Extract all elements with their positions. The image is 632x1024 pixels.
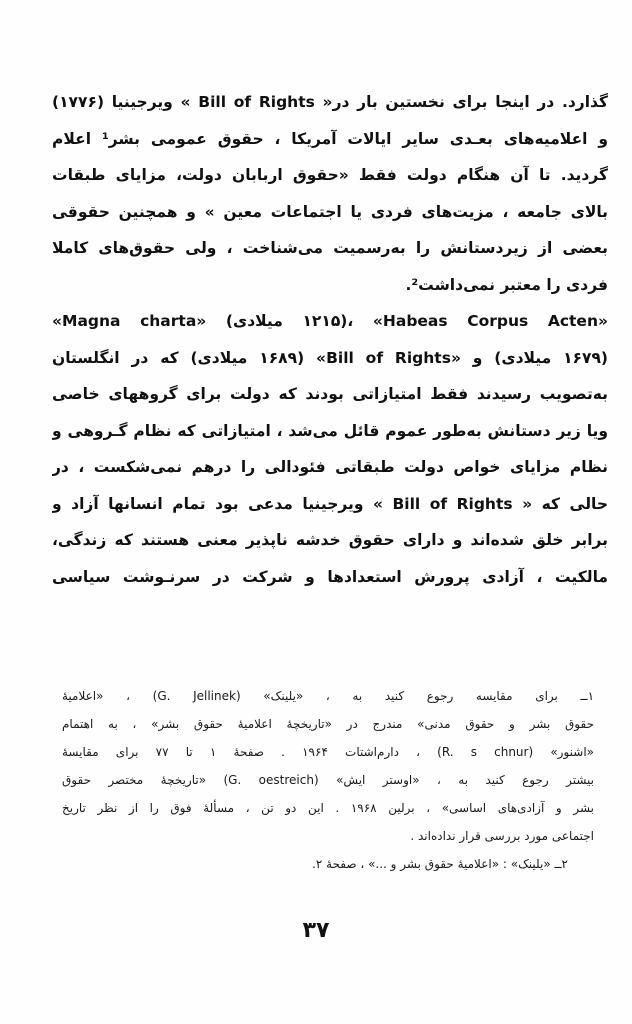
footnote-line: «اشنور» (R. s chnur) ، دارم‌اشتات ۱۹۶۴ . صفحهٔ ۱ تا ۷۷ برای مقایسهٔ xyxy=(62,745,594,759)
body-line: گذارد. در اینجا برای نخستین بار در« Bill of Rights » ویرجینیا (۱۷۷۶) xyxy=(52,93,608,111)
page-number: ۳۷ xyxy=(302,918,330,943)
body-line: مالکیت ، آزادی پرورش استعدادها و شرکت در سرنـوشت سیاسی xyxy=(52,567,608,586)
body-line: برابر خلق شده‌اند و دارای حقوق خدشه ناپذیر معنی هستند که زندگی، xyxy=(52,531,608,549)
body-line: گردید. تا آن هنگام دولت فقط «حقوق اربابان دولت، مزایای طبقات xyxy=(52,166,608,184)
body-line: بالای جامعه ، مزیت‌های فردی یا اجتماعات معین » و همچنین حقوقی xyxy=(52,202,608,221)
body-text xyxy=(52,84,608,595)
body-line: ویا زیر دستانش به‌طور عموم قائل می‌شد ، امتیازاتی که نظام گـروهی و xyxy=(52,421,608,440)
footnote-line: بشر و آزادی‌های اساسی» ، برلین ۱۹۶۸ . این دو تن ، مسألهٔ فوق را از نظر تاریخ xyxy=(62,801,594,815)
footnote-line: ۱ــ برای مقایسه رجوع کنید به ، «یلینک» (G. Jellinek) ، «اعلامیهٔ xyxy=(62,689,594,703)
body-line: فردی را معتبر نمی‌داشت². xyxy=(405,275,608,294)
footnote-line: حقوق بشر و حقوق مدنی» مندرج در «تاریخچهٔ اعلامیهٔ حقوق بشر» ، به اهتمام xyxy=(62,717,594,731)
body-line: نظام مزایای خواص دولت طبقاتی فئودالی را درهم نمی‌شکست ، در xyxy=(52,458,608,476)
body-line: به‌تصویب رسیدند فقط امتیازاتی بودند که دولت برای گروههای خاصی xyxy=(52,385,608,403)
footnote-line: اجتماعی مورد بررسی قرار نداده‌اند . xyxy=(410,829,594,843)
footnotes xyxy=(62,682,594,878)
footnote-line: ۲ــ «یلینک» : «اعلامیهٔ حقوق بشر و ...» ، صفحهٔ ۲. xyxy=(312,857,568,871)
body-line: (۱۶۷۹ میلادی) و «Bill of Rights» (۱۶۸۹ میلادی) که در انگلستان xyxy=(52,348,608,367)
body-line: «Habeas Corpus Acten» ،(۱۲۱۵ میلادی) «Magna charta» xyxy=(52,312,608,330)
body-line: و اعلامیه‌های بعـدی سایر ایالات آمریکا ، حقوق عمومی بشر¹ اعلام xyxy=(52,129,608,148)
footnote-line: بیشتر رجوع کنید به ، «اوستر ایش» (G. oestreich) «تاریخچهٔ مختصر حقوق xyxy=(62,773,594,787)
body-line: حالی که « Bill of Rights » ویرجینیا مدعی بود تمام انسانها آزاد و xyxy=(52,494,608,513)
body-line: بعضی از زیردستانش را به‌رسمیت می‌شناخت ، ولی حقوق‌های کاملا xyxy=(52,239,608,257)
